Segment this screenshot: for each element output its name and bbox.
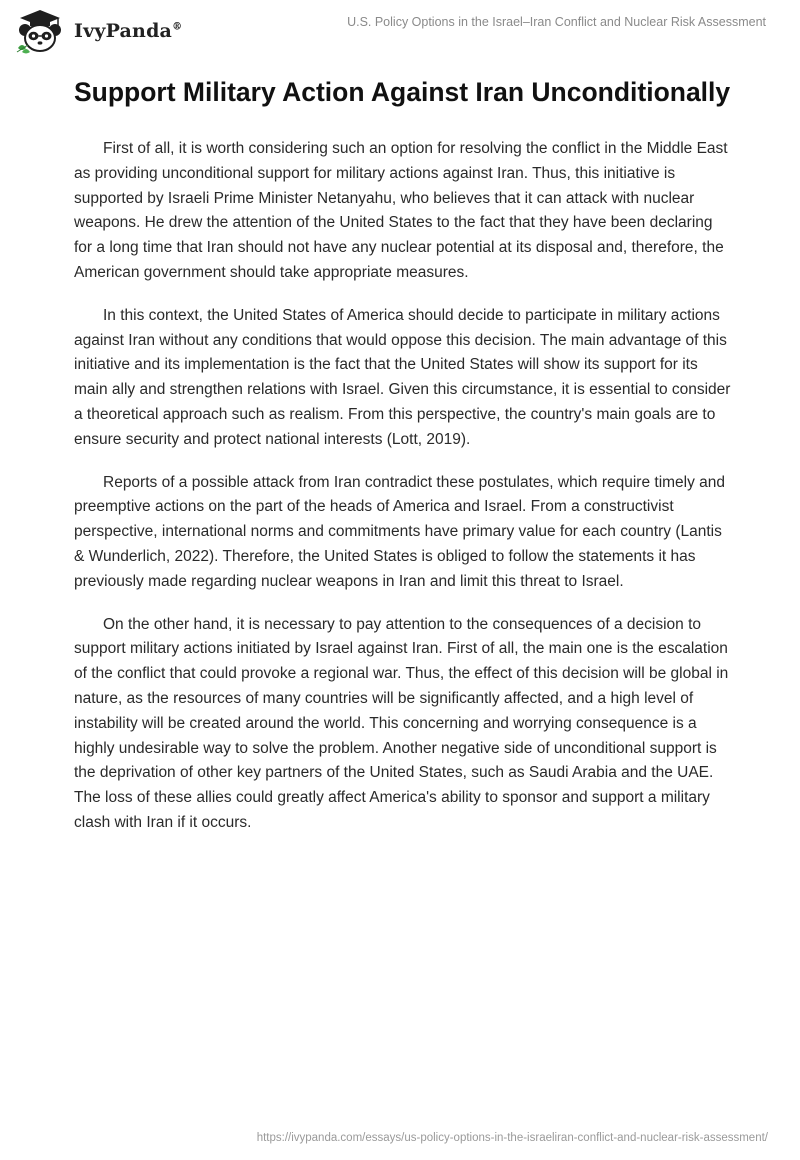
- essay-content: [74, 74, 734, 854]
- paragraph-2: In this context, the United States of America should decide to participate in military actions against Iran without any conditions that would oppose this decision. The main advantage of this initiative and its implementation is the fact that the United States will show its support for its main ally and strengthen relations with Israel. Given this circumstance, it is essential to consider a theoretical approach such as realism. From this perspective, the country's main goals are to ensure security and protect national interests (Lott, 2019).: [74, 306, 731, 448]
- ivypanda-logo[interactable]: [14, 8, 182, 54]
- paragraph-3: Reports of a possible attack from Iran contradict these postulates, which require timely and preemptive actions on the part of the heads of America and Israel. From a constructivist perspective, international norms and commitments have primary value for each country (Lantis & Wunderlich, 2022). Therefore, the United States is obliged to follow the statements it has previously made regarding nuclear weapons in Iran and limit this threat to Israel.: [74, 473, 726, 590]
- panda-graduate-icon: [14, 8, 66, 54]
- running-title: U.S. Policy Options in the Israel–Iran Conflict and Nuclear Risk Assessment: [347, 15, 766, 29]
- brand-text: IvyPanda: [74, 20, 173, 42]
- registered-mark: ®: [172, 21, 183, 33]
- paragraph-1: First of all, it is worth considering such an option for resolving the conflict in the Middle East as providing unconditional support for military actions against Iran. Thus, this initiative is supported by Israeli Prime Minister Netanyahu, who believes that it can attack with nuclear weapons. He drew the attention of the United States to the fact that they have been declaring for a long time that Iran should not have any nuclear potential at its disposal and, therefore, the American government should take appropriate measures.: [74, 140, 728, 281]
- source-url-link[interactable]: https://ivypanda.com/essays/us-policy-options-in-the-israeliran-conflict-and-nuclear-risk-assessment/: [256, 1132, 768, 1144]
- section-title: Support Military Action Against Iran Unconditionally: [74, 77, 731, 107]
- page-header: [0, 0, 800, 60]
- brand-name: [74, 20, 182, 42]
- paragraph-4: On the other hand, it is necessary to pay attention to the consequences of a decision to support military actions initiated by Israel against Iran. First of all, the main one is the escalation of the conflict that could provoke a regional war. Thus, the effect of this decision will be global in nature, as the resources of many countries will be significantly affected, and a high level of instability will be created around the world. This concerning and worrying consequence is a highly undesirable way to solve the problem. Another negative side of unconditional support is the deprivation of other key partners of the United States, such as Saudi Arabia and the UAE. The loss of these allies could greatly affect America's ability to sponsor and support a military clash with Iran if it occurs.: [74, 615, 729, 831]
